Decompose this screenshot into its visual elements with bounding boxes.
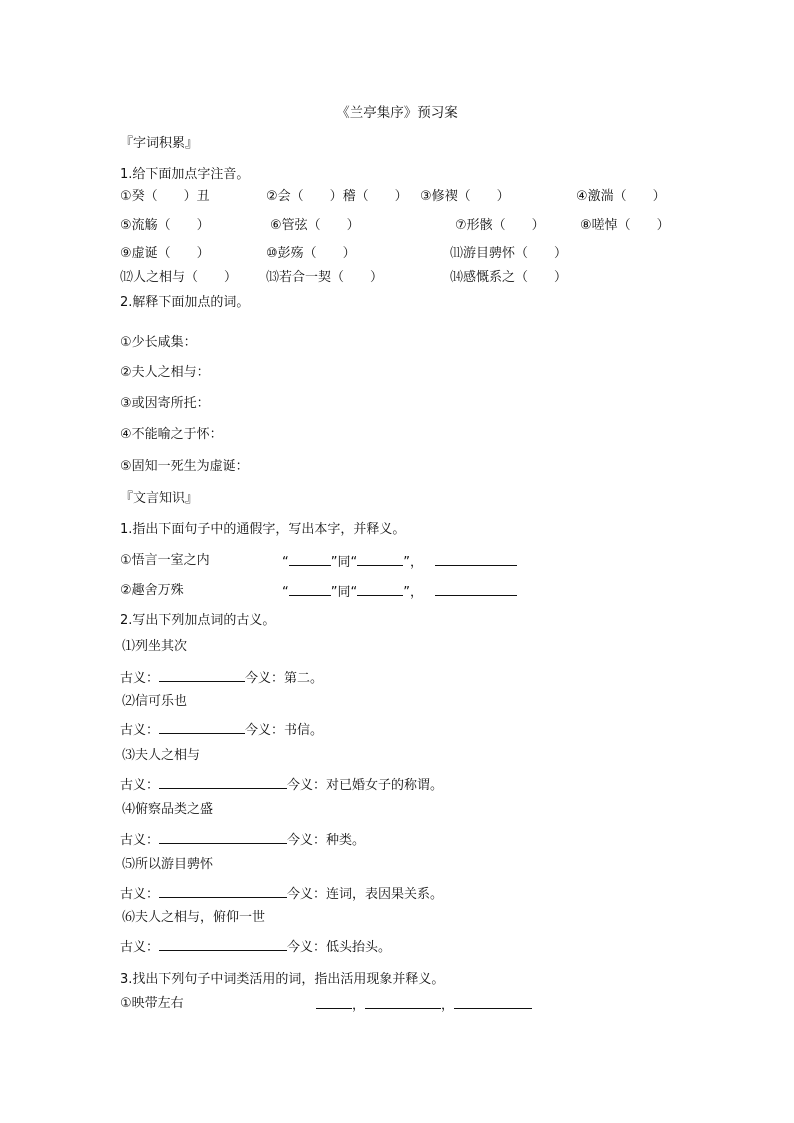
answer-blank[interactable] <box>289 552 331 566</box>
definition-item: ④不能喻之于怀： <box>120 427 223 442</box>
answer-blank[interactable] <box>454 995 532 1009</box>
jin-label: 今义： <box>287 887 327 902</box>
pinyin-item: ⒀若合一契（ ） <box>266 270 384 285</box>
pinyin-item: ⑤流觞（ ） <box>120 218 210 233</box>
answer-blank[interactable] <box>435 582 517 596</box>
page-title: 《兰亭集序》预习案 <box>336 105 458 121</box>
gu-label: 古义： <box>120 671 160 686</box>
answer-blank[interactable] <box>159 937 287 951</box>
tongjia-answer-row <box>282 552 517 572</box>
comma: ， <box>352 998 366 1013</box>
jin-meaning: 对已婚女子的称谓。 <box>326 778 444 793</box>
word-class-sentence: ①映带左右 <box>120 996 184 1011</box>
pinyin-item: ⑥管弦（ ） <box>270 218 360 233</box>
tongjia-sentence: ②趣舍万殊 <box>120 583 184 598</box>
jin-label: 今义： <box>245 671 285 686</box>
jin-meaning: 种类。 <box>326 833 366 848</box>
pinyin-item: ①癸（ ）丑 <box>120 189 210 204</box>
jin-meaning: 低头抬头。 <box>326 940 392 955</box>
definition-item: ①少长咸集： <box>120 335 197 350</box>
definition-item: ⑤固知一死生为虚诞： <box>120 459 249 474</box>
answer-blank[interactable] <box>159 668 245 682</box>
jin-label: 今义： <box>287 778 327 793</box>
quote-mark: ”， <box>403 555 423 570</box>
pinyin-item: ⑿人之相与（ ） <box>120 270 238 285</box>
answer-blank[interactable] <box>159 884 287 898</box>
gu-label: 古义： <box>120 833 160 848</box>
gu-label: 古义： <box>120 778 160 793</box>
archaic-phrase: ⑶夫人之相与 <box>122 748 201 763</box>
quote-mark: “ <box>282 585 289 600</box>
comma: ， <box>441 998 455 1013</box>
answer-blank[interactable] <box>159 830 287 844</box>
pinyin-item: ⑦形骸（ ） <box>455 218 545 233</box>
jin-label: 今义： <box>287 940 327 955</box>
jin-meaning: 连词，表因果关系。 <box>326 887 444 902</box>
gu-label: 古义： <box>120 887 160 902</box>
answer-blank[interactable] <box>316 995 352 1009</box>
answer-blank[interactable] <box>159 775 287 789</box>
archaic-phrase: ⑹夫人之相与，俯仰一世 <box>122 910 266 925</box>
question-prompt: 2.写出下列加点词的古义。 <box>120 613 276 628</box>
pinyin-item: ⑧嗟悼（ ） <box>580 218 670 233</box>
answer-blank[interactable] <box>357 552 403 566</box>
archaic-answer-row <box>120 937 391 957</box>
gu-label: 古义： <box>120 723 160 738</box>
archaic-answer-row <box>120 884 443 904</box>
archaic-phrase: ⑵信可乐也 <box>122 694 188 709</box>
section-heading-vocabulary: 『字词积累』 <box>120 136 199 151</box>
pinyin-item: ③修禊（ ） <box>420 189 510 204</box>
tongjia-sentence: ①悟言一室之内 <box>120 553 210 568</box>
word-class-answer-row <box>316 995 532 1015</box>
pinyin-item: ④激湍（ ） <box>576 189 666 204</box>
section-heading-classical-knowledge: 『文言知识』 <box>120 491 199 506</box>
jin-meaning: 第二。 <box>284 671 324 686</box>
definition-item: ②夫人之相与： <box>120 365 210 380</box>
archaic-answer-row <box>120 830 365 850</box>
jin-label: 今义： <box>287 833 327 848</box>
archaic-answer-row <box>120 720 323 740</box>
answer-blank[interactable] <box>159 720 245 734</box>
question-prompt: 2.解释下面加点的词。 <box>120 295 250 310</box>
definition-item: ③或因寄所托： <box>120 396 210 411</box>
archaic-answer-row <box>120 668 323 688</box>
answer-blank[interactable] <box>365 995 441 1009</box>
jin-meaning: 书信。 <box>284 723 324 738</box>
answer-blank[interactable] <box>435 552 517 566</box>
archaic-phrase: ⑷俯察品类之盛 <box>122 802 214 817</box>
answer-blank[interactable] <box>289 582 331 596</box>
pinyin-item: ②会（ ）稽（ ） <box>266 189 408 204</box>
pinyin-item: ⑨虚诞（ ） <box>120 246 210 261</box>
quote-mark: “ <box>282 555 289 570</box>
archaic-answer-row <box>120 775 443 795</box>
answer-blank[interactable] <box>357 582 403 596</box>
jin-label: 今义： <box>245 723 285 738</box>
pinyin-item: ⑾游目骋怀（ ） <box>450 246 568 261</box>
quote-mark: ”同“ <box>330 585 358 600</box>
question-prompt: 1.指出下面句子中的通假字，写出本字，并释义。 <box>120 522 406 537</box>
gu-label: 古义： <box>120 940 160 955</box>
question-prompt: 1.给下面加点字注音。 <box>120 167 250 182</box>
quote-mark: ”， <box>403 585 423 600</box>
quote-mark: ”同“ <box>330 555 358 570</box>
pinyin-item: ⑩彭殇（ ） <box>266 246 356 261</box>
pinyin-item: ⒁感慨系之（ ） <box>450 270 568 285</box>
tongjia-answer-row <box>282 582 517 602</box>
question-prompt: 3.找出下列句子中词类活用的词，指出活用现象并释义。 <box>120 972 445 987</box>
archaic-phrase: ⑸所以游目骋怀 <box>122 857 214 872</box>
archaic-phrase: ⑴列坐其次 <box>122 639 188 654</box>
